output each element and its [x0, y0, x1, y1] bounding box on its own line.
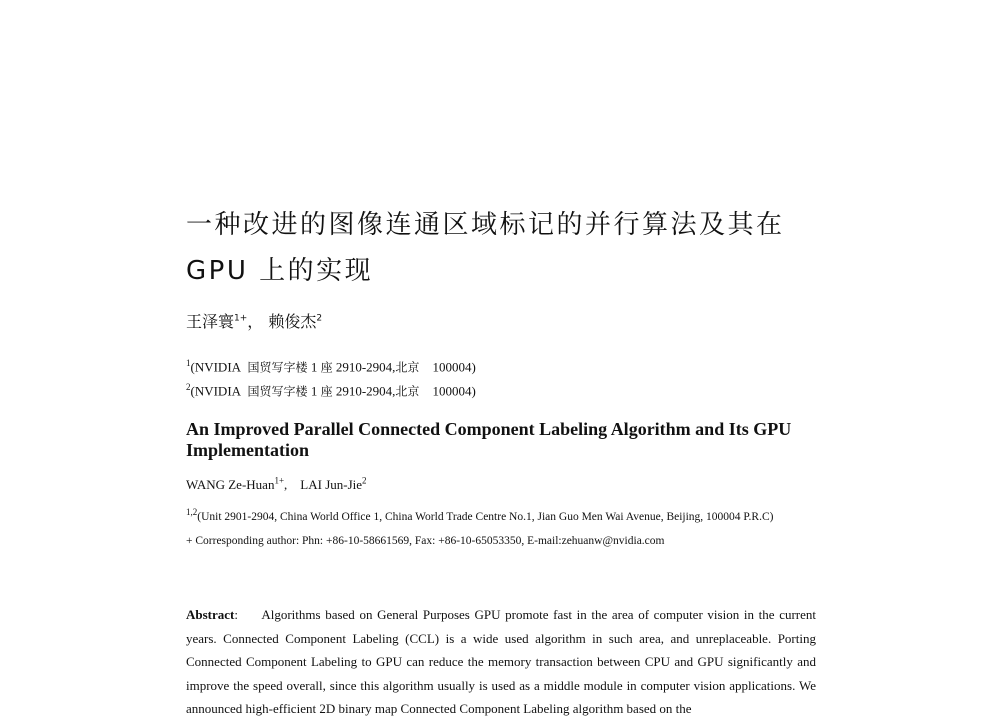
affiliation-2-city: 北京: [395, 384, 420, 399]
affiliation-2-org: (NVIDIA: [190, 383, 242, 399]
affiliation-1-block: 座: [320, 360, 333, 375]
affiliation-1-address: 2910-2904,: [335, 359, 396, 375]
corresponding-author: + Corresponding author: Phn: +86-10-58661569, Fax: +86-10-65053350, E-mail:zehuanw@nvidia.com: [186, 535, 665, 547]
english-author-1: WANG Ze-Huan: [186, 477, 275, 492]
english-affiliation-text: (Unit 2901-2904, China World Office 1, China World Trade Centre No.1, Jian Guo Men Wai Avenue, Beijing, 100004 P.R.C): [197, 511, 774, 523]
affiliation-2-address: 2910-2904,: [335, 383, 396, 399]
chinese-title-line-2: GPU 上的实现: [186, 256, 374, 286]
affiliation-1-city: 北京: [395, 360, 420, 375]
english-authors: [186, 477, 367, 493]
english-author-2-sup: 2: [362, 475, 367, 486]
affiliation-1-building: 国贸写字楼: [247, 360, 308, 375]
affiliation-1-org: (NVIDIA: [190, 359, 242, 375]
chinese-title-line-1: 一种改进的图像连通区域标记的并行算法及其在: [186, 210, 785, 240]
abstract-colon: :: [234, 607, 239, 622]
english-title: An Improved Parallel Connected Component Labeling Algorithm and Its GPU Implementation: [186, 419, 792, 460]
affiliation-2-sup: 2: [186, 382, 191, 392]
abstract-label: Abstract: [186, 607, 235, 622]
chinese-author-1-sup: 1+: [234, 313, 248, 324]
english-author-1-sup: 1+: [274, 475, 285, 486]
chinese-authors: [186, 309, 322, 332]
abstract-text: Algorithms based on General Purposes GPU promote fast in the area of computer vision in the current years. Connected Component Labeling (CCL) is a wide used algorithm in such area, and unreplaceable. Porting Connected Component Labeling to GPU can reduce the memory transaction between CPU and GPU significantly and improve the speed overall, since this algorithm usually is used as a middle module in computer vision applications. We announced high-efficient 2D binary map Connected Component Labeling algorithm based on the: [186, 607, 816, 716]
chinese-author-2: 赖俊杰: [268, 312, 317, 331]
affiliation-2-postcode: 100004): [432, 383, 476, 399]
affiliation-2-building: 国贸写字楼: [247, 384, 308, 399]
chinese-affiliation-1: [186, 358, 476, 375]
chinese-title: [186, 202, 826, 294]
english-author-separator: ,: [284, 477, 288, 492]
chinese-affiliation-2: [186, 382, 476, 399]
chinese-author-separator: ，: [247, 312, 264, 331]
affiliation-1-postcode: 100004): [432, 359, 476, 375]
chinese-author-2-sup: 2: [316, 313, 323, 324]
affiliation-1-sup: 1: [186, 358, 191, 368]
english-affiliation: [186, 507, 774, 523]
affiliation-2-block: 座: [320, 384, 333, 399]
english-affiliation-sup: 1,2: [186, 507, 198, 518]
affiliation-1-number: 1: [310, 359, 318, 375]
chinese-author-1: 王泽寰: [186, 312, 235, 331]
affiliation-2-number: 1: [310, 383, 318, 399]
english-author-2: LAI Jun-Jie: [300, 477, 363, 492]
abstract: [186, 603, 816, 721]
